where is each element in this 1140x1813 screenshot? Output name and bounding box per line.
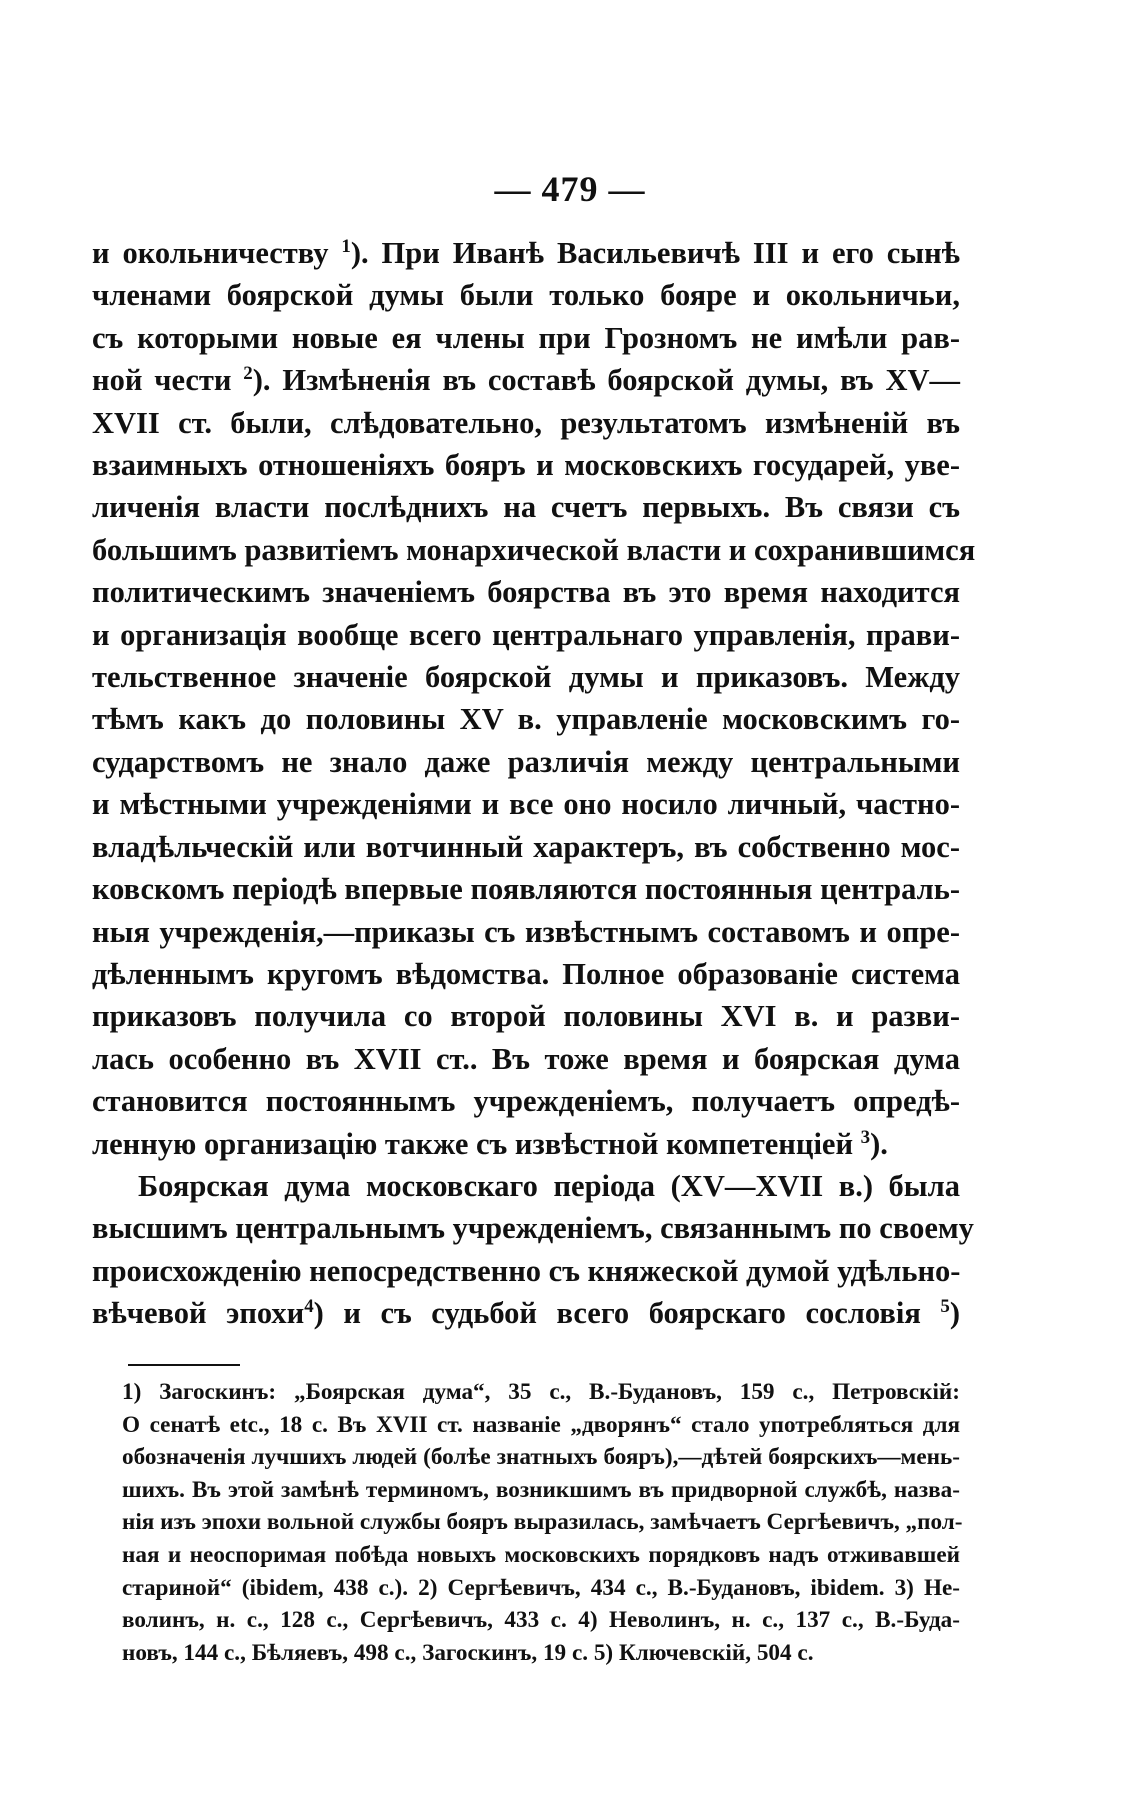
text-line [92, 1207, 974, 1249]
footnote-line [122, 1376, 960, 1409]
text-line [92, 402, 960, 444]
text-line [92, 317, 960, 359]
text-line [92, 995, 960, 1037]
text-line [92, 274, 960, 316]
line-segment: сударствомъ не знало даже различія между центральными [92, 744, 960, 779]
line-segment: владѣльческій или вотчинный характеръ, въ собственно мос- [92, 829, 960, 864]
footnotes [122, 1376, 963, 1669]
text-line [92, 614, 960, 656]
text-line [92, 529, 976, 571]
line-segment: вѣчевой эпохи [92, 1296, 305, 1331]
footnote-line [122, 1604, 960, 1637]
line-segment: ленную организацію также съ извѣстной компетенціей [92, 1126, 861, 1161]
footnote-ref: 3 [860, 1126, 871, 1148]
line-segment: ) и съ судьбой всего боярскаго сословія [313, 1296, 941, 1331]
footnote-ref: 4 [304, 1296, 314, 1317]
line-segment: взаимныхъ отношеніяхъ бояръ и московскихъ государей, уве- [92, 448, 960, 483]
footnote-line [122, 1572, 960, 1605]
line-segment: членами боярской думы были только бояре и окольничьи, [92, 278, 960, 313]
text-line [92, 656, 960, 698]
line-segment: и мѣстными учрежденіями и все оно носило личный, частно- [92, 787, 960, 822]
text-line [92, 953, 960, 995]
text-line [92, 571, 960, 613]
text-line [92, 232, 960, 274]
line-segment: ковскомъ періодѣ впервые появляются постоянныя централь- [92, 872, 960, 907]
line-segment: ). Измѣненія въ составѣ боярской думы, въ XV— [252, 363, 960, 398]
footnote-ref: 2 [243, 363, 253, 385]
line-segment: ныя учрежденія,—приказы съ извѣстнымъ составомъ и опре- [92, 914, 960, 949]
line-segment: XVII ст. были, слѣдовательно, результатомъ измѣненій въ [92, 405, 960, 440]
line-segment: лась особенно въ XVII ст.. Въ тоже время и боярская дума [92, 1041, 960, 1076]
line-segment: ная и неоспоримая побѣда новыхъ московскихъ порядковъ надъ отживавшей [122, 1541, 960, 1568]
text-line [92, 1165, 960, 1207]
page-number: — 479 — [494, 169, 646, 209]
text-line [92, 486, 960, 528]
line-segment: съ которыми новые ея члены при Грозномъ не имѣли рав- [92, 320, 960, 355]
line-segment: ). [870, 1126, 888, 1161]
line-segment: личенія власти послѣднихъ на счетъ первыхъ. Въ связи съ [92, 490, 960, 525]
text-line [92, 783, 960, 825]
text-line [92, 741, 960, 783]
text-line [92, 1038, 960, 1080]
text-line [92, 911, 960, 953]
text-line [92, 698, 960, 740]
footnote-line [122, 1637, 960, 1670]
line-segment: шихъ. Въ этой замѣнѣ терминомъ, возникшимъ въ придворной службѣ, назва- [122, 1476, 960, 1503]
text-line [92, 1080, 960, 1122]
text-line [92, 359, 960, 401]
line-segment: тельственное значеніе боярской думы и приказовъ. Между [92, 660, 960, 695]
footnote-line [122, 1441, 960, 1474]
footnote-ref: 1 [341, 235, 351, 257]
line-segment: 1) Загоскинъ: „Боярская дума“, 35 с., В.-Будановъ, 159 с., Петровскій: [122, 1379, 960, 1405]
text-line [92, 1123, 960, 1165]
line-segment: новъ, 144 с., Бѣляевъ, 498 с., Загоскинъ, 19 с. 5) Ключевскій, 504 с. [122, 1639, 814, 1666]
line-segment: большимъ развитіемъ монархической власти и сохранившимся [92, 532, 976, 567]
line-segment: стариной“ (ibidem, 438 с.). 2) Сергѣевичъ, 434 с., В.-Будановъ, ibidem. 3) Не- [122, 1574, 960, 1601]
text-line [92, 1292, 960, 1334]
text-line [92, 868, 960, 910]
line-segment: нія изъ эпохи вольной службы бояръ выразилась, замѣчаетъ Сергѣевичъ, „пол- [122, 1509, 963, 1536]
footnote-line [122, 1474, 960, 1507]
line-segment: приказовъ получила со второй половины XVI в. и разви- [92, 999, 960, 1034]
line-segment: высшимъ центральнымъ учрежденіемъ, связаннымъ по своему [92, 1211, 974, 1246]
line-segment: тѣмъ какъ до половины XV в. управленіе московскимъ го- [92, 702, 960, 737]
line-segment: волинъ, н. с., 128 с., Сергѣевичъ, 433 с. 4) Неволинъ, н. с., 137 с., В.-Буда- [122, 1607, 960, 1634]
line-segment: политическимъ значеніемъ боярства въ это время находится [92, 575, 960, 610]
line-segment: становится постояннымъ учрежденіемъ, получаетъ опредѣ- [92, 1084, 960, 1119]
text-line [92, 826, 960, 868]
line-segment: Боярская дума московскаго періода (XV—XVII в.) была [138, 1168, 960, 1203]
line-segment: дѣленнымъ кругомъ вѣдомства. Полное образованіе система [92, 956, 960, 991]
line-segment: О сенатѣ etc., 18 с. Въ XVII ст. названіе „дворянъ“ стало употребляться для [122, 1411, 960, 1438]
footnote-separator [128, 1364, 240, 1366]
footnote-line [122, 1539, 960, 1572]
footnote-line [122, 1409, 960, 1442]
text-line [92, 1250, 960, 1292]
line-segment: и организація вообще всего центральнаго управленія, прави- [92, 617, 960, 652]
footnote-ref: 5 [940, 1296, 950, 1317]
line-segment: и окольничеству [92, 236, 342, 270]
line-segment: ) [949, 1296, 960, 1331]
line-segment: происхожденію непосредственно съ княжеской думой удѣльно- [92, 1253, 961, 1288]
line-segment: обозначенія лучшихъ людей (болѣе знатныхъ бояръ),—дѣтей боярскихъ—мень- [122, 1444, 960, 1471]
line-segment: ). При Иванѣ Васильевичѣ III и его сынѣ [350, 236, 960, 270]
main-text [92, 232, 976, 1335]
text-line [92, 444, 960, 486]
footnote-line [122, 1506, 963, 1539]
line-segment: ной чести [92, 363, 244, 398]
